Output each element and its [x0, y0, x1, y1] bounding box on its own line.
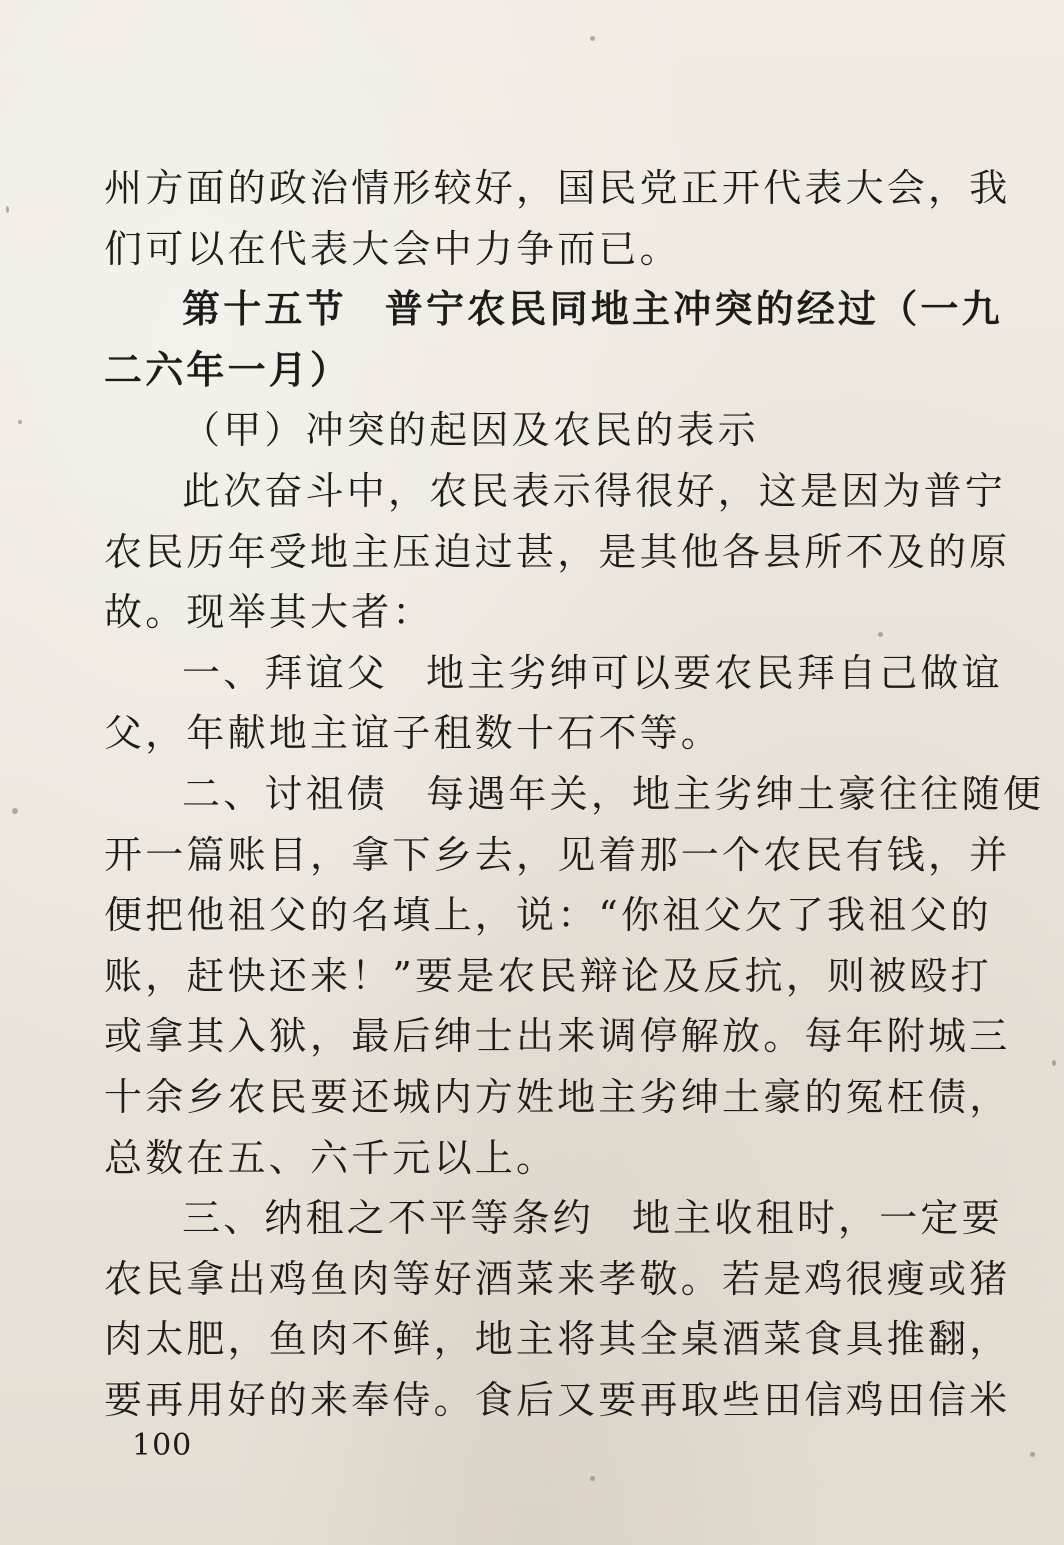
section-heading [104, 279, 1003, 340]
list-item [104, 643, 1003, 704]
paper-speck [18, 420, 22, 424]
item-title: 三、纳租之不平等条约 [182, 1196, 595, 1241]
text-line: 故。现举其大者： [104, 590, 434, 635]
item-text: 地主劣绅可以要农民拜自己做谊 [426, 650, 1003, 695]
body-text [104, 158, 1045, 1430]
text-line: 或拿其入狱，最后绅士出来调停解放。每年附城三 [104, 1014, 1011, 1059]
paper-speck [590, 1476, 595, 1481]
section-title: 普宁农民同地主冲突的经过（一九 [384, 286, 1003, 332]
text-line: 要再用好的来奉侍。食后又要再取些田信鸡田信米 [104, 1377, 1011, 1422]
text-line: 肉太肥，鱼肉不鲜，地主将其全桌酒菜食具推翻， [104, 1317, 1011, 1362]
text-line: 总数在五、六千元以上。 [104, 1135, 558, 1180]
text-line: 父，年献地主谊子租数十石不等。 [104, 711, 723, 756]
paper-speck [6, 206, 9, 213]
page-number: 100 [132, 1428, 193, 1463]
text-line: 们可以在代表大会中力争而已。 [104, 226, 681, 271]
item-text: 地主收租时，一定要 [632, 1196, 1003, 1241]
text-line: 十余乡农民要还城内方姓地主劣绅土豪的冤枉债， [104, 1074, 1011, 1119]
text-line: 农民历年受地主压迫过甚，是其他各县所不及的原 [104, 529, 1011, 574]
text-line: 农民拿出鸡鱼肉等好酒菜来孝敬。若是鸡很瘦或猪 [104, 1256, 1011, 1301]
text-line: 州方面的政治情形较好，国民党正开代表大会，我 [104, 166, 1011, 210]
text-line: 便把他祖父的名填上，说：“你祖父欠了我祖父的 [104, 893, 992, 938]
item-text: 每遇年关，地主劣绅土豪往往随便 [426, 771, 1045, 816]
paper-speck [1030, 1452, 1035, 1457]
item-title: 二、讨祖债 [182, 771, 389, 816]
item-title: 一、拜谊父 [182, 650, 389, 695]
section-heading-continued: 二六年一月） [104, 346, 352, 392]
paper-speck [12, 808, 18, 814]
paper-speck [590, 36, 595, 41]
text-line: 开一篇账目，拿下乡去，见着那一个农民有钱，并 [104, 832, 1011, 877]
list-item [104, 1188, 1003, 1249]
list-item [104, 764, 1045, 825]
section-number: 第十五节 [182, 286, 347, 332]
paper-speck [878, 632, 883, 637]
text-line: 此次奋斗中，农民表示得很好，这是因为普宁 [182, 468, 1007, 513]
paper-speck [1052, 1060, 1056, 1066]
text-line: 账，赶快还来！”要是农民辩论及反抗，则被殴打 [104, 953, 992, 998]
subsection-heading: （甲）冲突的起因及农民的表示 [182, 408, 759, 453]
